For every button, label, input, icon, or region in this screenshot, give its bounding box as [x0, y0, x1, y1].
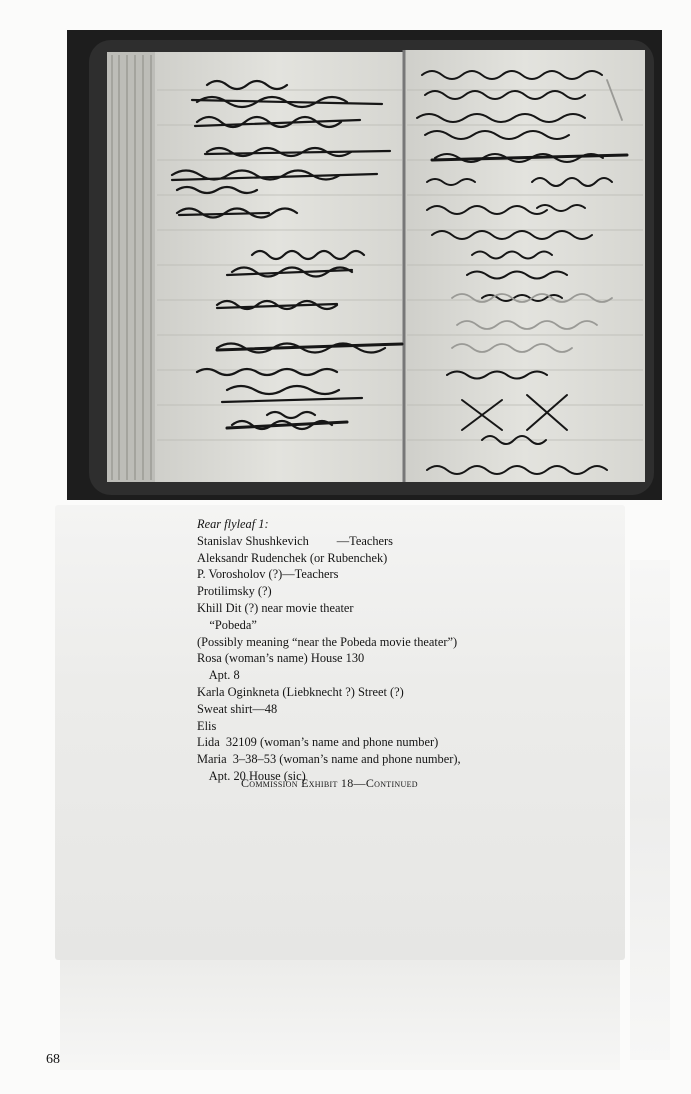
page-number: 68: [46, 1052, 60, 1067]
notebook-photograph: [67, 30, 662, 500]
caption-line: Stanislav Shushkevich —Teachers: [197, 533, 393, 548]
caption-line: Karla Oginkneta (Liebknecht ?) Street (?): [197, 684, 404, 699]
exhibit-label: Commission Exhibit 18—Continued: [241, 776, 418, 790]
caption-line: “Pobeda”: [197, 617, 257, 632]
page-edge-shadow: [630, 560, 670, 1060]
bleed-through-background-lower: [60, 960, 620, 1070]
caption: [197, 516, 587, 785]
caption-line: Protilimsky (?): [197, 584, 272, 599]
caption-line: Aleksandr Rudenchek (or Rubenchek): [197, 550, 388, 565]
caption-line: (Possibly meaning “near the Pobeda movie theater”): [197, 634, 458, 649]
caption-line: Elis: [197, 718, 217, 733]
caption-line: Sweat shirt—48: [197, 701, 278, 716]
caption-line: Lida 32109 (woman’s name and phone number): [197, 735, 439, 750]
caption-heading: Rear flyleaf 1:: [197, 517, 269, 531]
caption-line: P. Vorosholov (?)—Teachers: [197, 567, 339, 582]
caption-line: Apt. 8: [197, 668, 240, 683]
caption-line: Apt. 20 House (sic): [197, 768, 306, 783]
caption-line: Khill Dit (?) near movie theater: [197, 600, 354, 615]
caption-line: Rosa (woman’s name) House 130: [197, 651, 365, 666]
caption-line: Maria 3–38–53 (woman’s name and phone number),: [197, 752, 461, 767]
